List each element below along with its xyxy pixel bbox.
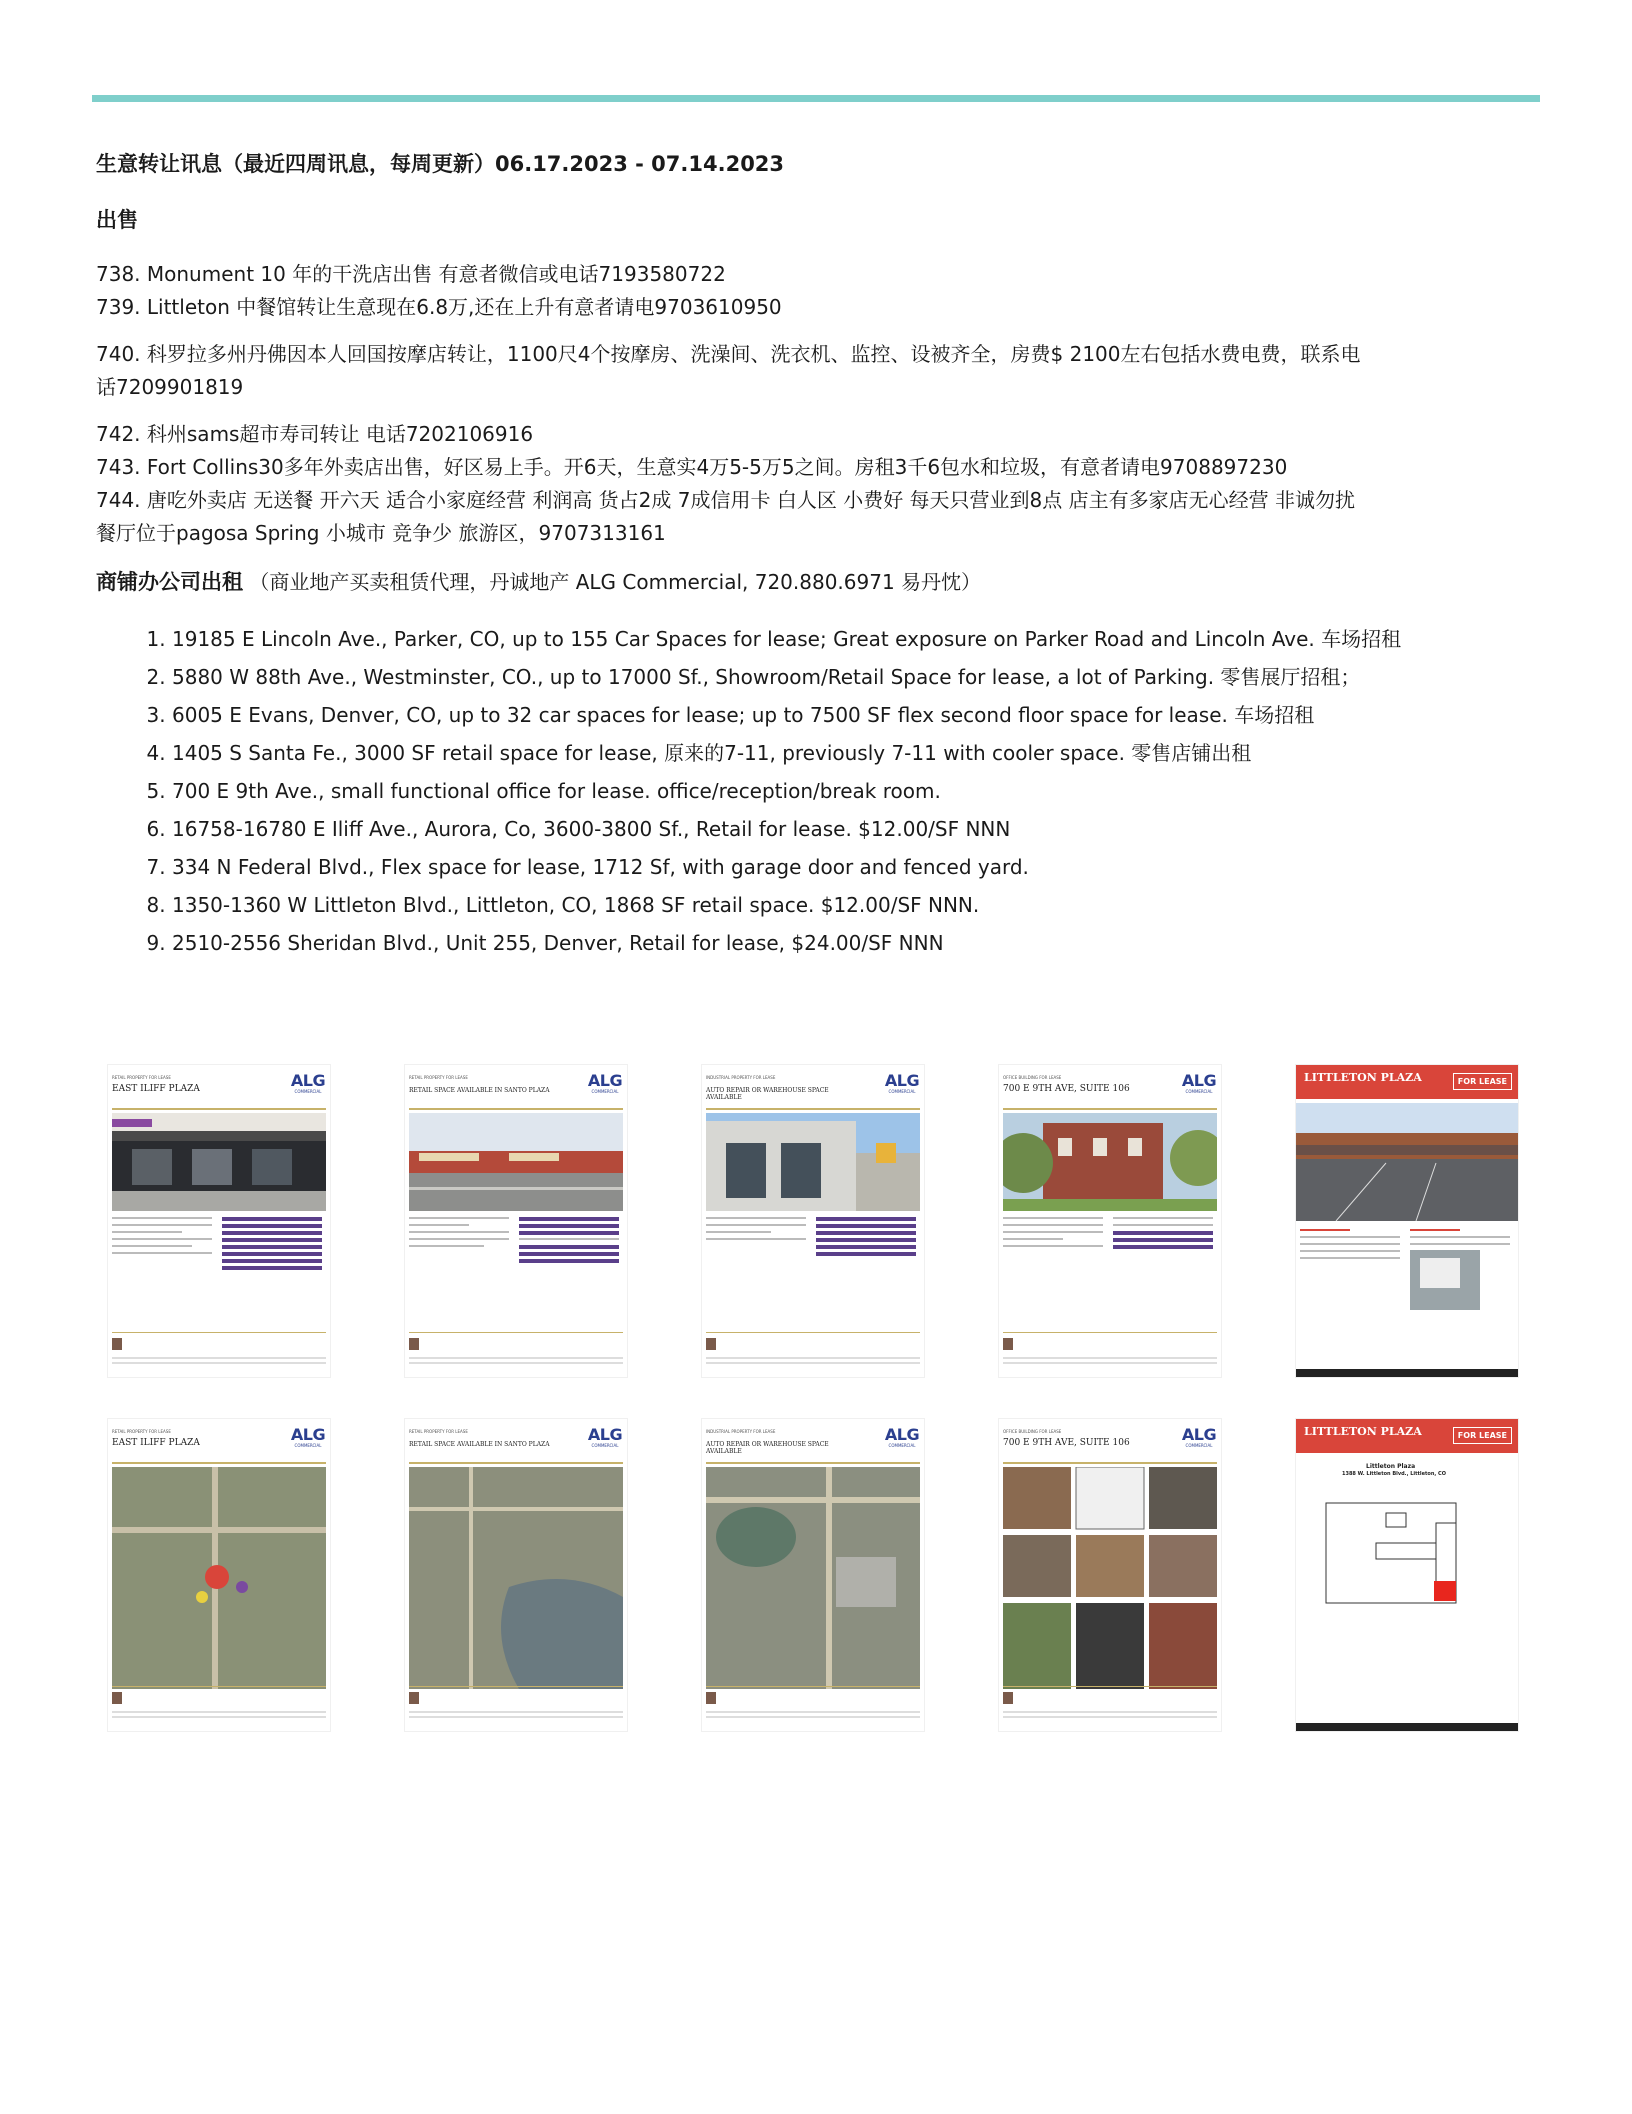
parking-lot-photo: [1296, 1103, 1518, 1221]
flyer-700-e-9th-interior[interactable]: OFFICE BUILDING FOR LEASE 700 E 9TH AVE, SUITE 106 ALG COMMERCIAL: [999, 1419, 1221, 1731]
sale-item: 739. Littleton 中餐馆转让生意现在6.8万,还在上升有意者请电9703610950: [96, 295, 782, 319]
alg-logo: ALG COMMERCIAL: [290, 1425, 326, 1448]
document-body: [96, 138, 1536, 962]
lease-item: 8. 1350-1360 W Littleton Blvd., Littleton, CO, 1868 SF retail space. $12.00/SF NNN.: [172, 886, 1536, 924]
storefront-photo: [112, 1113, 326, 1211]
sale-item: 话7209901819: [96, 375, 244, 399]
flyer-littleton-plaza-siteplan[interactable]: LITTLETON PLAZA FOR LEASE Littleton Plaza 1388 W. Littleton Blvd., Littleton, CO: [1296, 1419, 1518, 1731]
sale-item: 742. 科州sams超市寿司转让 电话7202106916: [96, 422, 534, 446]
lease-item: 6. 16758-16780 E Iliff Ave., Aurora, Co, 3600-3800 Sf., Retail for lease. $12.00/SF NNN: [172, 810, 1536, 848]
top-accent-bar: [92, 95, 1540, 102]
site-plan-title: Littleton Plaza: [1366, 1463, 1416, 1470]
aerial-map-photo: [112, 1467, 326, 1689]
sale-item: 743. Fort Collins30多年外卖店出售，好区易上手。开6天，生意实4万5-5万5之间。房租3千6包水和垃圾，有意者请电9708897230: [96, 455, 1288, 479]
sale-list: [96, 258, 1536, 550]
lease-item: 1. 19185 E Lincoln Ave., Parker, CO, up to 155 Car Spaces for lease; Great exposure on Parker Road and Lincoln Ave. 车场招租: [172, 620, 1536, 658]
flyer-auto-repair-map[interactable]: INDUSTRIAL PROPERTY FOR LEASE AUTO REPAIR OR WAREHOUSE SPACE AVAILABLE ALG COMMERCIAL: [702, 1419, 924, 1731]
flyer-700-e-9th[interactable]: OFFICE BUILDING FOR LEASE 700 E 9TH AVE, SUITE 106 ALG COMMERCIAL: [999, 1065, 1221, 1377]
site-plan-address: 1388 W. Littleton Blvd., Littleton, CO: [1342, 1471, 1446, 1477]
for-lease-badge: FOR LEASE: [1453, 1427, 1512, 1444]
sale-item: 餐厅位于pagosa Spring 小城市 竞争少 旅游区，9707313161: [96, 521, 666, 545]
interior-photo-grid: [1003, 1467, 1217, 1689]
lease-item: 4. 1405 S Santa Fe., 3000 SF retail space for lease, 原来的7-11, previously 7-11 with cooler space. 零售店铺出租: [172, 734, 1536, 772]
plaza-photo: [409, 1113, 623, 1211]
alg-logo: ALG COMMERCIAL: [290, 1071, 326, 1094]
sale-item: 738. Monument 10 年的干洗店出售 有意者微信或电话7193580722: [96, 262, 726, 286]
aerial-map-photo: [706, 1467, 920, 1689]
lease-heading-line: [96, 566, 1536, 596]
flyer-gallery: [108, 1065, 1518, 1773]
site-plan-diagram: [1316, 1483, 1496, 1613]
alg-logo: ALG COMMERCIAL: [1181, 1071, 1217, 1094]
alg-logo: ALG COMMERCIAL: [884, 1425, 920, 1448]
lease-list: [96, 620, 1536, 962]
flyer-santo-plaza-map[interactable]: RETAIL PROPERTY FOR LEASE RETAIL SPACE AVAILABLE IN SANTO PLAZA ALG COMMERCIAL: [405, 1419, 627, 1731]
lease-item: 3. 6005 E Evans, Denver, CO, up to 32 car spaces for lease; up to 7500 SF flex second floor space for lease. 车场招租: [172, 696, 1536, 734]
office-building-photo: [1003, 1113, 1217, 1211]
sale-item: 740. 科罗拉多州丹佛因本人回国按摩店转让，1100尺4个按摩房、洗澡间、洗衣机、监控、设被齐全，房费$ 2100左右包括水费电费，联系电: [96, 342, 1361, 366]
page-heading: 生意转让讯息（最近四周讯息，每周更新）06.17.2023 - 07.14.2023: [96, 152, 785, 176]
sale-item: 744. 唐吃外卖店 无送餐 开六天 适合小家庭经营 利润高 货占2成 7成信用卡 白人区 小费好 每天只营业到8点 店主有多家店无心经营 非诚勿扰: [96, 488, 1355, 512]
lease-item: 5. 700 E 9th Ave., small functional office for lease. office/reception/break room.: [172, 772, 1536, 810]
lease-item: 7. 334 N Federal Blvd., Flex space for lease, 1712 Sf, with garage door and fenced yard.: [172, 848, 1536, 886]
flyer-littleton-plaza[interactable]: LITTLETON PLAZA FOR LEASE: [1296, 1065, 1518, 1377]
flyer-east-iliff-plaza[interactable]: RETAIL PROPERTY FOR LEASE EAST ILIFF PLAZA ALG COMMERCIAL: [108, 1065, 330, 1377]
warehouse-photo: [706, 1113, 920, 1211]
alg-logo: ALG COMMERCIAL: [884, 1071, 920, 1094]
lease-heading: 商铺办公司出租: [96, 570, 243, 594]
flyer-santo-plaza[interactable]: RETAIL PROPERTY FOR LEASE RETAIL SPACE AVAILABLE IN SANTO PLAZA ALG COMMERCIAL: [405, 1065, 627, 1377]
lease-item: 9. 2510-2556 Sheridan Blvd., Unit 255, Denver, Retail for lease, $24.00/SF NNN: [172, 924, 1536, 962]
alg-logo: ALG COMMERCIAL: [587, 1071, 623, 1094]
lease-note: （商业地产买卖租赁代理，丹诚地产 ALG Commercial, 720.880.6971 易丹忱）: [249, 570, 982, 594]
alg-logo: ALG COMMERCIAL: [1181, 1425, 1217, 1448]
for-lease-badge: FOR LEASE: [1453, 1073, 1512, 1090]
flyer-auto-repair[interactable]: INDUSTRIAL PROPERTY FOR LEASE AUTO REPAIR OR WAREHOUSE SPACE AVAILABLE ALG COMMERCIAL: [702, 1065, 924, 1377]
sale-heading: 出售: [96, 208, 138, 232]
aerial-map-photo: [409, 1467, 623, 1689]
alg-logo: ALG COMMERCIAL: [587, 1425, 623, 1448]
lease-item: 2. 5880 W 88th Ave., Westminster, CO., up to 17000 Sf., Showroom/Retail Space for lease, a lot of Parking. 零售展厅招租；: [172, 658, 1536, 696]
flyer-east-iliff-map[interactable]: RETAIL PROPERTY FOR LEASE EAST ILIFF PLAZA ALG COMMERCIAL: [108, 1419, 330, 1731]
